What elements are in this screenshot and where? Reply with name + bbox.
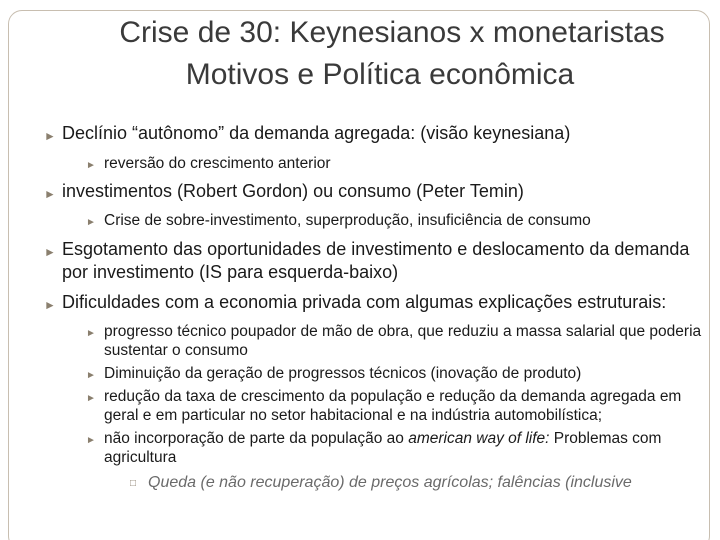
- bullet-text: redução da taxa de crescimento da população e redução da demanda agregada em geral e em particular no setor habitacional e na indústria automobilística;: [104, 388, 682, 424]
- bullet-list: [40, 118, 712, 492]
- bullet-icon: ►: [86, 160, 96, 171]
- bullet-icon: ►: [86, 370, 96, 381]
- bullet-item: [40, 291, 712, 314]
- bullet-item: [40, 238, 712, 284]
- bullet-text: Diminuição da geração de progressos técnicos (inovação de produto): [104, 365, 582, 382]
- bullet-icon: □: [130, 478, 137, 489]
- slide-title: Crise de 30: Keynesianos x monetaristas: [119, 16, 665, 49]
- bullet-text: Esgotamento das oportunidades de investimento e deslocamento da demanda por investimento (IS para esquerda-baixo): [62, 239, 690, 282]
- bullet-icon: ►: [44, 298, 56, 312]
- bullet-text: reversão do crescimento anterior: [104, 155, 331, 172]
- sub-bullet-item: [54, 387, 712, 425]
- bullet-text: Crise de sobre-investimento, superprodução, insuficiência de consumo: [104, 212, 591, 229]
- bullet-text-italic: american way of life:: [408, 430, 550, 447]
- sub-bullet-item: [54, 322, 712, 360]
- slide-subtitle: Motivos e Política econômica: [185, 58, 575, 91]
- bullet-icon: ►: [86, 217, 96, 228]
- bullet-icon: ►: [44, 129, 56, 143]
- bullet-text-end: Problemas com agricultura: [104, 430, 662, 466]
- bullet-icon: ►: [44, 187, 56, 201]
- bullet-item: [40, 180, 712, 203]
- bullet-icon: ►: [86, 328, 96, 339]
- sub-bullet-item: [54, 364, 712, 383]
- sub-bullet-item: [54, 429, 712, 467]
- bullet-text: progresso técnico poupador de mão de obra, que reduziu a massa salarial que poderia sustentar o consumo: [104, 323, 702, 359]
- bullet-text: investimentos (Robert Gordon) ou consumo (Peter Temin): [62, 181, 524, 201]
- sub-sub-bullet-item: [40, 473, 712, 492]
- bullet-item: [40, 122, 712, 145]
- bullet-text: Declínio “autônomo” da demanda agregada: (visão keynesiana): [62, 123, 571, 143]
- sub-bullet-item: [40, 211, 712, 230]
- bullet-icon: ►: [44, 245, 56, 259]
- bullet-text-start: não incorporação de parte da população ao: [104, 430, 409, 447]
- bullet-text: Queda (e não recuperação) de preços agrícolas; falências (inclusive: [148, 474, 632, 491]
- bullet-icon: ►: [86, 435, 96, 446]
- bullet-icon: ►: [86, 393, 96, 404]
- bullet-text: Dificuldades com a economia privada com algumas explicações estruturais:: [62, 292, 667, 312]
- sub-bullet-item: [40, 154, 712, 173]
